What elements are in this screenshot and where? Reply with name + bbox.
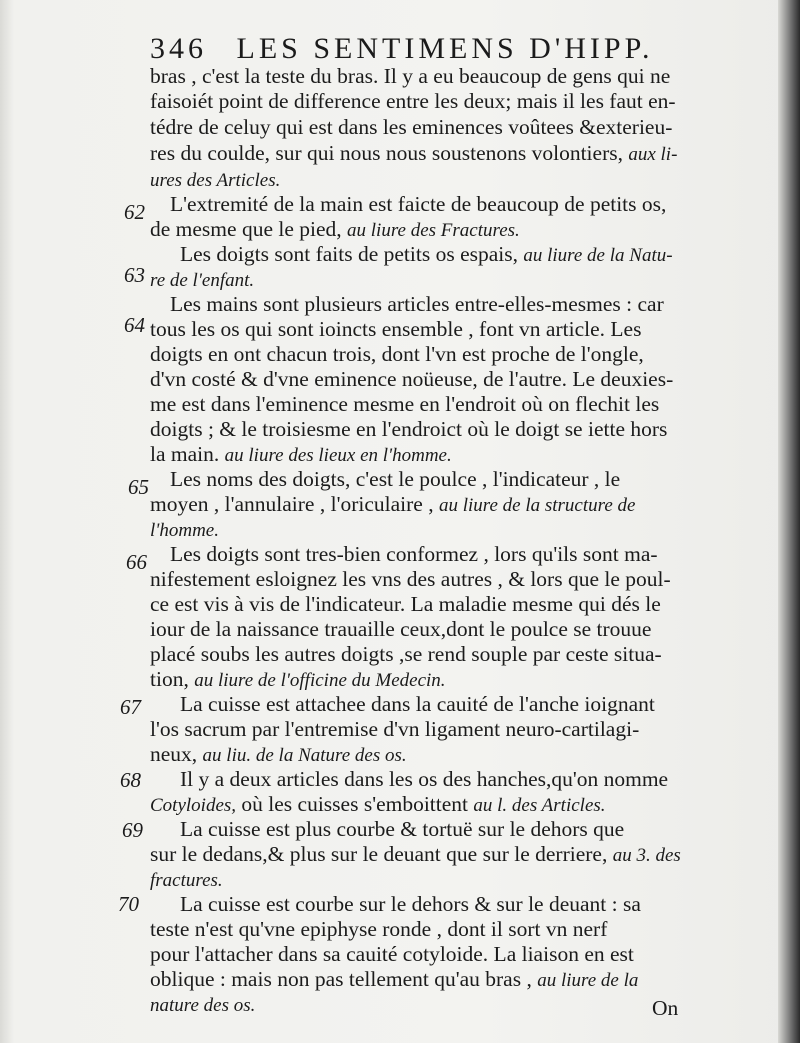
line-roman: res du coulde, sur qui nous nous soustenons volontiers,	[150, 141, 629, 165]
text-line	[170, 467, 710, 492]
line-roman: La cuisse est plus courbe & tortuë sur le dehors que	[180, 817, 625, 841]
line-roman: me est dans l'eminence mesme en l'endroit où on flechit les	[150, 392, 660, 416]
line-roman-rest: où les cuisses s'emboittent	[236, 792, 474, 816]
line-roman: doigts en ont chacun trois, dont l'vn est proche de l'ongle,	[150, 342, 644, 366]
line-roman: moyen , l'annulaire , l'oriculaire ,	[150, 492, 439, 516]
line-italic: au liure de la	[537, 970, 639, 991]
line-italic: ures des Articles.	[150, 170, 281, 191]
line-roman: Les noms des doigts, c'est le poulce , l'indicateur , le	[170, 467, 621, 491]
margin-number: 66	[126, 550, 147, 574]
line-roman: Les mains sont plusieurs articles entre-elles-mesmes : car	[170, 292, 664, 316]
line-roman: iour de la naissance trauaille ceux,dont le poulce se trouue	[150, 617, 652, 641]
line-roman: tous les os qui sont ioincts ensemble , font vn article. Les	[150, 317, 642, 341]
page-edge-shadow	[778, 0, 800, 1043]
line-italic: au liure des lieux en l'homme.	[224, 445, 452, 466]
text-line	[150, 592, 690, 617]
text-line	[150, 942, 690, 967]
line-roman: neux,	[150, 742, 203, 766]
text-line	[150, 867, 690, 892]
line-roman: La cuisse est courbe sur le dehors & sur le deuant : sa	[180, 892, 641, 916]
margin-number: 62	[124, 200, 145, 224]
page-number: 346	[150, 32, 207, 65]
text-line	[150, 567, 690, 592]
text-line	[170, 292, 710, 317]
text-line	[150, 417, 690, 442]
line-roman: oblique : mais non pas tellement qu'au bras ,	[150, 967, 538, 991]
line-roman: La cuisse est attachee dans la cauité de l'anche ioignant	[180, 692, 655, 716]
margin-number: 70	[118, 892, 139, 916]
text-line	[150, 842, 690, 867]
line-italic: au liure des Fractures.	[347, 220, 520, 241]
text-line	[170, 542, 710, 567]
text-line	[150, 517, 690, 542]
text-line	[150, 167, 690, 192]
line-roman: faisoiét point de difference entre les deux; mais il les faut en-	[150, 89, 676, 113]
line-italic: fractures.	[150, 870, 223, 891]
line-roman: Les doigts sont faits de petits os espais,	[180, 242, 524, 266]
line-italic: au liure de l'officine du Medecin.	[194, 670, 446, 691]
line-italic: au liure de la Natu-	[523, 245, 673, 266]
text-line	[150, 667, 690, 692]
line-italic: nature des os.	[150, 995, 256, 1016]
text-line	[180, 692, 720, 717]
text-line	[180, 817, 720, 842]
text-line	[150, 617, 690, 642]
text-line	[150, 342, 690, 367]
text-line	[180, 892, 720, 917]
margin-number: 65	[128, 475, 149, 499]
margin-number: 63	[124, 263, 145, 287]
line-roman: ce est vis à vis de l'indicateur. La maladie mesme qui dés le	[150, 592, 661, 616]
text-line	[150, 717, 690, 742]
line-roman: la main.	[150, 442, 225, 466]
text-line	[150, 367, 690, 392]
text-line	[180, 242, 720, 267]
line-roman: teste n'est qu'vne epiphyse ronde , dont il sort vn nerf	[150, 917, 608, 941]
line-roman: L'extremité de la main est faicte de beaucoup de petits os,	[170, 192, 667, 216]
text-line	[150, 742, 690, 767]
line-roman: l'os sacrum par l'entremise d'vn ligament neuro-cartilagi-	[150, 717, 640, 741]
margin-number: 64	[124, 313, 145, 337]
line-roman: d'vn costé & d'vne eminence noüeuse, de l'autre. Le deuxies-	[150, 367, 674, 391]
text-line	[150, 642, 690, 667]
line-roman: pour l'attacher dans sa cauité cotyloide. La liaison en est	[150, 942, 634, 966]
line-italic: au 3. des	[612, 845, 681, 866]
text-line	[150, 792, 690, 817]
line-italic: re de l'enfant.	[150, 270, 255, 291]
margin-number: 69	[122, 818, 143, 842]
line-roman: Les doigts sont tres-bien conformez , lors qu'ils sont ma-	[170, 542, 658, 566]
text-line	[150, 267, 690, 292]
catchword: On	[652, 996, 679, 1020]
line-roman: bras , c'est la teste du bras. Il y a eu beaucoup de gens qui ne	[150, 64, 671, 88]
margin-number: 67	[120, 695, 141, 719]
text-line	[150, 317, 690, 342]
text-line	[170, 192, 710, 217]
text-line	[150, 64, 690, 89]
line-italic-rest: au l. des Articles.	[473, 795, 606, 816]
text-line	[150, 115, 690, 140]
text-line	[150, 442, 690, 467]
text-line	[180, 767, 720, 792]
line-roman: doigts ; & le troisiesme en l'endroict où le doigt se iette hors	[150, 417, 668, 441]
line-roman: sur le dedans,& plus sur le deuant que sur le derriere,	[150, 842, 613, 866]
running-title: LES SENTIMENS D'HIPP.	[236, 32, 654, 65]
text-line	[150, 492, 690, 517]
line-roman: nifestement esloignez les vns des autres , & lors que le poul-	[150, 567, 671, 591]
text-line	[150, 217, 690, 242]
line-roman: placé soubs les autres doigts ,se rend souple par ceste situa-	[150, 642, 662, 666]
line-roman: de mesme que le pied,	[150, 217, 348, 241]
line-roman: tédre de celuy qui est dans les eminences voûtees &exterieu-	[150, 115, 673, 139]
line-italic: Cotyloides,	[150, 795, 237, 816]
text-line	[150, 392, 690, 417]
line-roman: tion,	[150, 667, 195, 691]
margin-number: 68	[120, 768, 141, 792]
line-italic: au liure de la structure de	[438, 495, 636, 516]
line-roman: Il y a deux articles dans les os des hanches,qu'on nomme	[180, 767, 669, 791]
line-italic: l'homme.	[150, 520, 219, 541]
text-line	[150, 141, 690, 166]
line-italic: au liu. de la Nature des os.	[202, 745, 407, 766]
text-line	[150, 967, 690, 992]
line-italic: aux li-	[628, 144, 678, 165]
text-line	[150, 992, 690, 1017]
text-line	[150, 89, 690, 114]
running-header	[150, 32, 653, 66]
text-line	[150, 917, 690, 942]
